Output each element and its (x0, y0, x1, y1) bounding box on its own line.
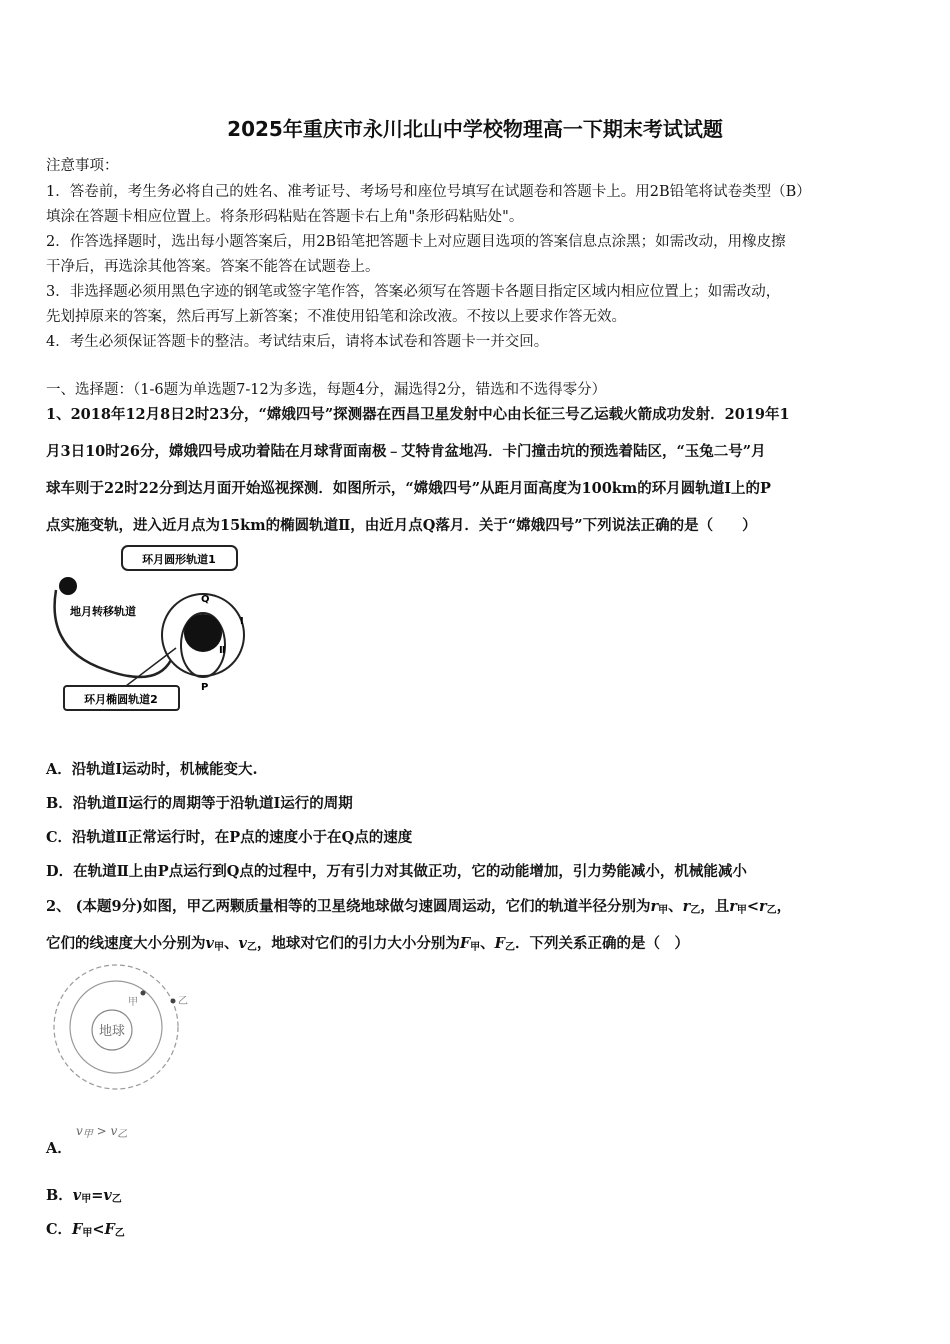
option-c: C．沿轨道Ⅱ正常运行时，在P点的速度小于在Q点的速度 (46, 829, 413, 846)
notice-line: 2．作答选择题时，选出每小题答案后，用2B铅笔把答题卡上对应题目选项的答案信息点涂黑；如需改动，用橡皮擦 (46, 234, 786, 250)
notice-heading: 注意事项： (46, 158, 119, 174)
question-2-line: 2、 (本题9分)如图，甲乙两颗质量相等的卫星绕地球做匀速圆周运动，它们的轨道半径分别为$r_甲$、$r_乙$，且$r_甲<r_乙$， (46, 898, 792, 916)
notice-line: 1．答卷前，考生务必将自己的姓名、准考证号、考场号和座位号填写在试题卷和答题卡上。用2B铅笔将试卷类型（B） (46, 184, 811, 200)
label-circular-orbit: 环月圆形轨道1 (142, 553, 216, 566)
label-earth: 地球 (98, 1024, 126, 1039)
notice-line: 3．非选择题必须用黑色字迹的钢笔或签字笔作答，答案必须写在答题卡各题目指定区域内相应位置上；如需改动， (46, 284, 781, 300)
page-title: 2025年重庆市永川北山中学校物理高一下期末考试试题 (227, 117, 723, 141)
label-orbit-1: I (240, 616, 244, 627)
satellite-orbit-figure (46, 960, 196, 1095)
label-transfer-orbit: 地月转移轨道 (70, 605, 136, 618)
question-1-line: 1、2018年12月8日2时23分，“嫦娥四号”探测器在西昌卫星发射中心由长征三号乙运载火箭成功发射．2019年1 (46, 406, 790, 423)
lunar-orbit-figure (46, 540, 246, 720)
q2-option-c: C．$F_甲<F_乙$ (46, 1221, 125, 1239)
notice-line: 填涂在答题卡相应位置上。将条形码粘贴在答题卡右上角"条形码粘贴处"。 (46, 209, 524, 225)
label-satellite-jia: 甲 (128, 997, 138, 1008)
label-orbit-2: Ⅱ (219, 645, 226, 656)
question-1-line: 球车则于22时22分到达月面开始巡视探测．如图所示，“嫦娥四号”从距月面高度为100km的环月圆轨道Ⅰ上的P (46, 480, 771, 497)
label-satellite-yi: 乙 (178, 996, 188, 1007)
question-1-line: 月3日10时26分，嫦娥四号成功着陆在月球背面南极﹣艾特肯盆地冯．卡门撞击坑的预选着陆区，“玉兔二号”月 (46, 443, 766, 460)
section-heading: 一、选择题：（1-6题为单选题7-12为多选，每题4分，漏选得2分，错选和不选得零分） (46, 382, 607, 398)
question-2-line: 它们的线速度大小分别为$v_甲$、$v_乙$，地球对它们的引力大小分别为$F_甲$、$F_乙$．下列关系正确的是（ ） (46, 935, 689, 953)
q2-option-a: A． (46, 1140, 72, 1157)
option-d: D．在轨道Ⅱ上由P点运行到Q点的过程中，万有引力对其做正功，它的动能增加，引力势能减小，机械能减小 (46, 863, 747, 880)
option-a: A．沿轨道Ⅰ运动时，机械能变大. (46, 761, 258, 778)
notice-line: 干净后，再选涂其他答案。答案不能答在试题卷上。 (46, 259, 380, 275)
question-1-line: 点实施变轨，进入近月点为15km的椭圆轨道Ⅱ，由近月点Q落月．关于“嫦娥四号”下列说法正确的是（ ） (46, 517, 757, 534)
option-b: B．沿轨道Ⅱ运行的周期等于沿轨道Ⅰ运行的周期 (46, 795, 353, 812)
label-point-q: Q (201, 594, 210, 605)
notice-line: 先划掉原来的答案，然后再写上新答案；不准使用铅笔和涂改液。不按以上要求作答无效。 (46, 309, 626, 325)
label-point-p: P (201, 682, 209, 693)
q2-option-a-formula: $v_甲 > v_乙$ (76, 1124, 128, 1140)
q2-option-b: B．$v_甲=v_乙$ (46, 1187, 122, 1205)
notice-line: 4．考生必须保证答题卡的整洁。考试结束后，请将本试卷和答题卡一并交回。 (46, 334, 549, 350)
label-elliptical-orbit: 环月椭圆轨道2 (84, 693, 158, 706)
